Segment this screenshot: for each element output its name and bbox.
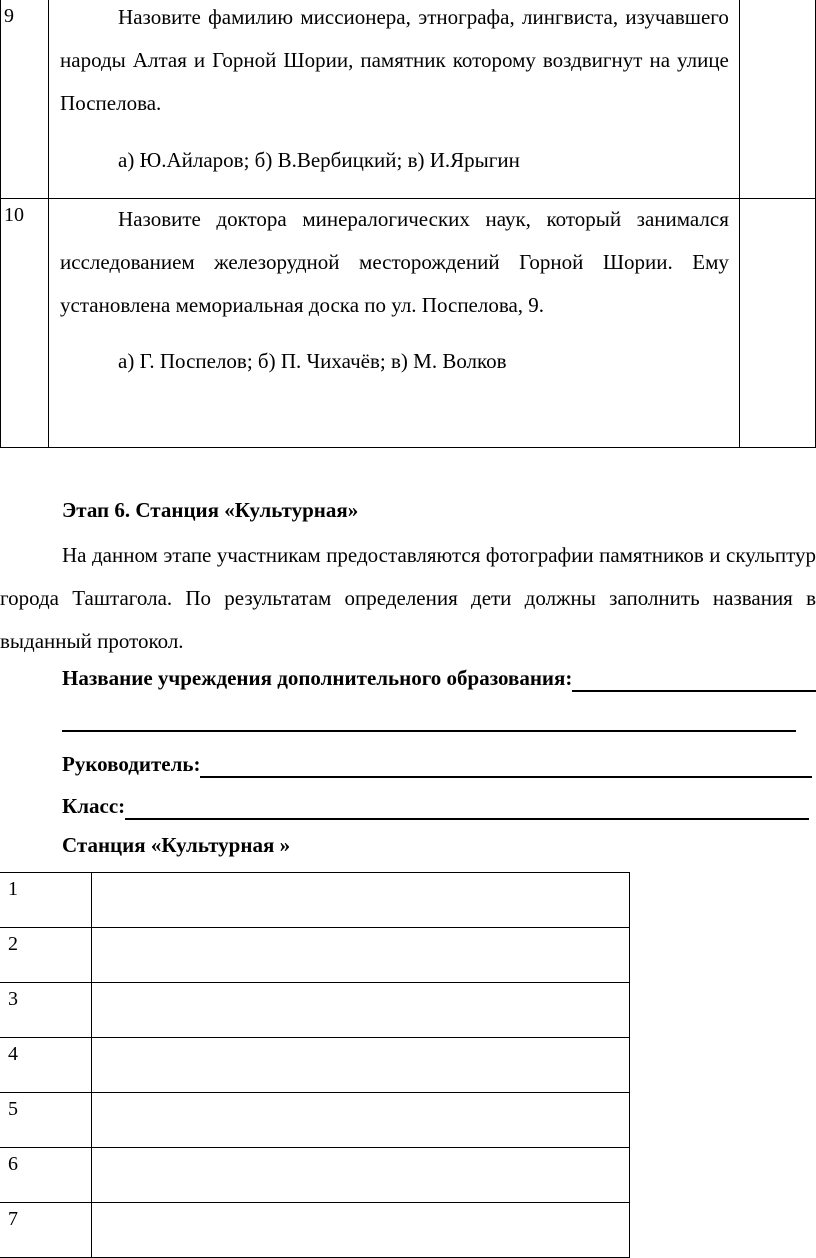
row-number: 3 [0,983,92,1038]
institution-label: Название учреждения дополнительного образования: [62,666,573,690]
answers-table [0,872,630,1258]
class-label: Класс: [62,794,126,818]
row-number: 7 [0,1203,92,1258]
question-text: Назовите доктора минералогических наук, который занимался исследованием железорудной месторождений Горной Шории. Ему установлена мемориальная доска по ул. Поспелова, 9. [60,207,729,317]
answer-input-cell[interactable] [92,1038,630,1093]
question-row [1,199,816,448]
answer-input-cell[interactable] [92,928,630,983]
stage-title: Этап 6. Станция «Культурная» [62,498,359,522]
row-number: 5 [0,1093,92,1148]
row-number: 1 [0,873,92,928]
table-row [0,1038,630,1093]
table-row [0,1203,630,1258]
answer-input-cell[interactable] [92,1093,630,1148]
institution-input[interactable] [572,668,816,692]
stage-description: На данном этапе участникам предоставляются фотографии памятников и скульптур города Таштагола. По результатам определения дети должны заполнить названия в выданный протокол. [0,543,816,653]
question-cell [49,199,740,448]
table-row [0,928,630,983]
question-row [1,0,816,199]
answer-input-cell[interactable] [92,1148,630,1203]
table-row [0,983,630,1038]
answer-cell[interactable] [739,199,815,448]
answer-input-cell[interactable] [92,983,630,1038]
question-cell [49,0,740,199]
table-row [0,873,630,928]
question-options: а) Г. Поспелов; б) П. Чихачёв; в) М. Волков [118,349,507,373]
row-number: 2 [0,928,92,983]
question-number: 10 [1,199,49,448]
questions-table [0,0,816,448]
answer-cell[interactable] [739,0,815,199]
institution-input-continued[interactable] [62,730,796,732]
question-text: Назовите фамилию миссионера, этнографа, лингвиста, изучавшего народы Алтая и Горной Шории, памятник которому воздвигнут на улице Поспелова. [60,5,729,115]
institution-field [62,664,816,692]
answer-input-cell[interactable] [92,1203,630,1258]
row-number: 4 [0,1038,92,1093]
class-field [62,792,809,820]
table-row [0,1148,630,1203]
question-number: 9 [1,0,49,199]
answer-input-cell[interactable] [92,873,630,928]
table-row [0,1093,630,1148]
question-options: а) Ю.Айларов; б) В.Вербицкий; в) И.Ярыгин [118,148,520,172]
head-field [62,750,812,778]
station-title: Станция «Культурная » [62,833,291,857]
row-number: 6 [0,1148,92,1203]
head-label: Руководитель: [62,752,201,776]
class-input[interactable] [125,796,809,820]
head-input[interactable] [200,754,812,778]
